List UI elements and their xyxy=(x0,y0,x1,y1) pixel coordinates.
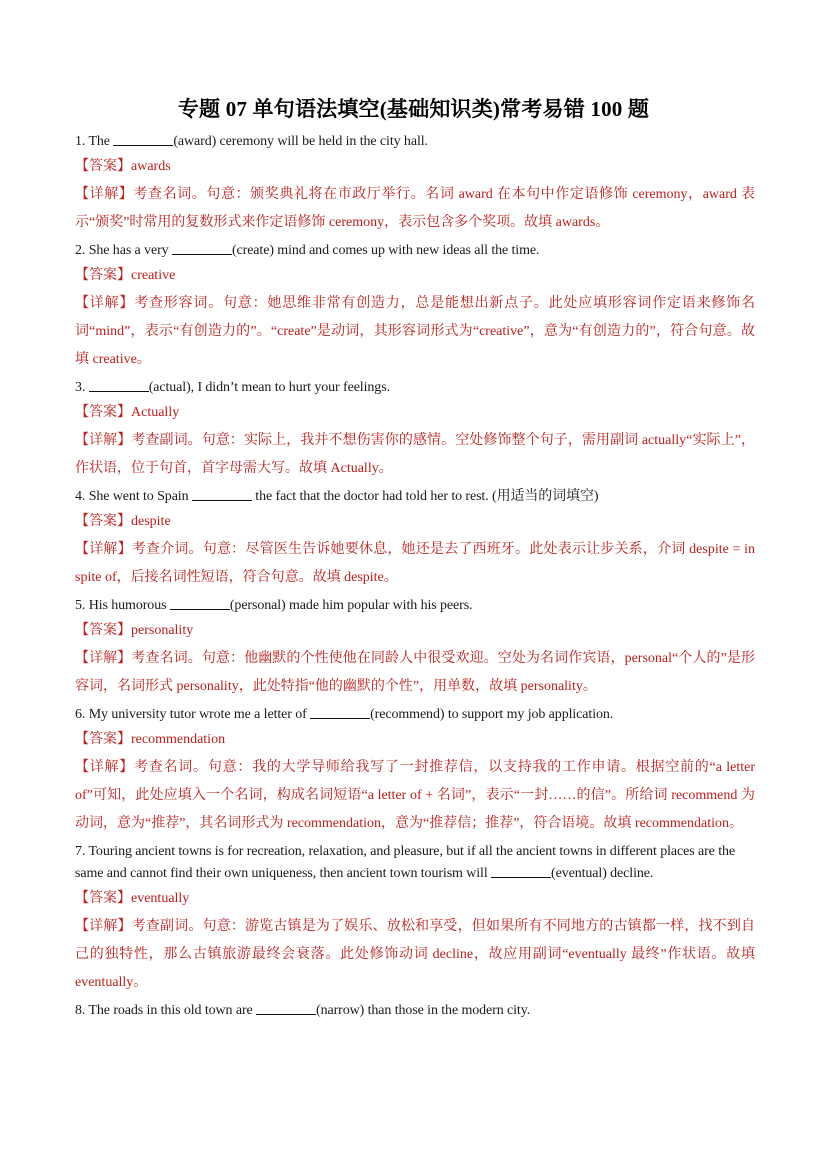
question-text-pre: 6. My university tutor wrote me a letter of xyxy=(75,707,311,722)
question-text-post: (narrow) than those in the modern city. xyxy=(316,1003,531,1018)
question-text-pre: 1. The xyxy=(75,134,114,149)
answer-line xyxy=(75,508,755,536)
explanation-label: 【详解】 xyxy=(75,760,135,775)
question-text xyxy=(75,486,755,508)
question-text-post: (actual), I didn’t mean to hurt your feelings. xyxy=(148,380,390,395)
explanation-line xyxy=(75,290,755,374)
question-text-post: (personal) made him popular with his peers. xyxy=(229,598,473,613)
answer-value: creative xyxy=(131,268,176,283)
answer-blank xyxy=(89,377,149,392)
answer-blank xyxy=(310,704,370,719)
question-text-post: the fact that the doctor had told her to rest. (用适当的词填空) xyxy=(251,489,599,504)
answer-label: 【答案】 xyxy=(75,405,131,420)
answer-line xyxy=(75,617,755,645)
question-item xyxy=(75,131,755,237)
answer-blank xyxy=(170,595,230,610)
question-text xyxy=(75,240,755,262)
explanation-text: 考查副词。句意：实际上，我并不想伤害你的感情。空处修饰整个句子，需用副词 actually“实际上”，作状语，位于句首，首字母需大写。故填 Actually。 xyxy=(75,433,755,476)
explanation-label: 【详解】 xyxy=(75,651,132,666)
explanation-label: 【详解】 xyxy=(75,187,134,202)
answer-value: Actually xyxy=(131,405,180,420)
question-item xyxy=(75,704,755,838)
answer-line xyxy=(75,885,755,913)
explanation-line xyxy=(75,536,755,592)
question-text-post: (recommend) to support my job application. xyxy=(370,707,614,722)
answer-label: 【答案】 xyxy=(75,514,131,529)
answer-line xyxy=(75,399,755,427)
answer-line xyxy=(75,262,755,290)
question-item xyxy=(75,1000,755,1022)
answer-line xyxy=(75,726,755,754)
question-text-post: (create) mind and comes up with new ideas all the time. xyxy=(231,243,540,258)
answer-value: awards xyxy=(131,159,171,174)
explanation-line xyxy=(75,427,755,483)
explanation-label: 【详解】 xyxy=(75,542,132,557)
question-item xyxy=(75,595,755,701)
explanation-line xyxy=(75,181,755,237)
explanation-line xyxy=(75,913,755,997)
answer-value: eventually xyxy=(131,891,190,906)
answer-blank xyxy=(256,1000,316,1015)
answer-value: recommendation xyxy=(131,732,226,747)
explanation-label: 【详解】 xyxy=(75,296,135,311)
explanation-text: 考查名词。句意：颁奖典礼将在市政厅举行。名词 award 在本句中作定语修饰 ceremony，award 表示“颁奖”时常用的复数形式来作定语修饰 ceremony，表示包含多个奖项。故填 awards。 xyxy=(75,187,756,230)
explanation-text: 考查名词。句意：他幽默的个性使他在同龄人中很受欢迎。空处为名词作宾语，personal“个人的”是形容词，名词形式 personality，此处特指“他的幽默的个性”，用单数，故填 personality。 xyxy=(75,651,756,694)
question-text-pre: 8. The roads in this old town are xyxy=(75,1003,257,1018)
question-item xyxy=(75,240,755,374)
explanation-line xyxy=(75,645,755,701)
explanation-text: 考查形容词。句意：她思维非常有创造力，总是能想出新点子。此处应填形容词作定语来修饰名词“mind”，表示“有创造力的”。“create”是动词，其形容词形式为“creative”，意为“有创造力的”，符合句意。故填 creative。 xyxy=(75,296,756,367)
explanation-text: 考查副词。句意：游览古镇是为了娱乐、放松和享受，但如果所有不同地方的古镇都一样，找不到自己的独特性，那么古镇旅游最终会衰落。此处修饰动词 decline，故应用副词“eventually 最终”作状语。故填 eventually。 xyxy=(75,919,756,990)
answer-label: 【答案】 xyxy=(75,268,131,283)
question-text-pre: 5. His humorous xyxy=(75,598,170,613)
answer-blank xyxy=(113,131,173,146)
question-text xyxy=(75,377,755,399)
question-list xyxy=(75,131,755,1025)
question-item xyxy=(75,486,755,592)
question-text xyxy=(75,704,755,726)
answer-blank xyxy=(491,863,551,878)
answer-value: despite xyxy=(131,514,171,529)
question-text-post: (eventual) decline. xyxy=(551,866,654,881)
question-text-pre: 7. Touring ancient towns is for recreation, relaxation, and pleasure, but if all the ancient towns in different places are the same and cannot find their own uniqueness, then ancient town tourism will xyxy=(75,844,736,881)
answer-label: 【答案】 xyxy=(75,891,131,906)
explanation-line xyxy=(75,754,755,838)
answer-line xyxy=(75,153,755,181)
answer-blank xyxy=(172,240,232,255)
question-text xyxy=(75,595,755,617)
question-item xyxy=(75,377,755,483)
question-text-pre: 3. xyxy=(75,380,89,395)
question-text-pre: 4. She went to Spain xyxy=(75,489,192,504)
question-text xyxy=(75,131,755,153)
question-text xyxy=(75,841,755,885)
answer-label: 【答案】 xyxy=(75,159,131,174)
question-text-post: (award) ceremony will be held in the city hall. xyxy=(173,134,428,149)
page-title: 专题 07 单句语法填空(基础知识类)常考易错 100 题 xyxy=(177,97,650,121)
explanation-text: 考查介词。句意：尽管医生告诉她要休息，她还是去了西班牙。此处表示让步关系，介词 despite = in spite of，后接名词性短语，符合句意。故填 despite。 xyxy=(75,542,755,585)
question-item xyxy=(75,841,755,997)
question-text xyxy=(75,1000,755,1022)
explanation-label: 【详解】 xyxy=(75,919,132,934)
answer-label: 【答案】 xyxy=(75,623,131,638)
answer-blank xyxy=(192,486,252,501)
answer-value: personality xyxy=(131,623,194,638)
explanation-text: 考查名词。句意：我的大学导师给我写了一封推荐信，以支持我的工作申请。根据空前的“a letter of”可知，此处应填入一个名词，构成名词短语“a letter of + 名词”，表示“一封……的信”。所给词 recommend 为动词，意为“推荐”，其名词形式为 recommendation，意为“推荐信；推荐”，符合语境。故填 recommendation。 xyxy=(75,760,755,831)
answer-label: 【答案】 xyxy=(75,732,131,747)
explanation-label: 【详解】 xyxy=(75,433,132,448)
question-text-pre: 2. She has a very xyxy=(75,243,172,258)
